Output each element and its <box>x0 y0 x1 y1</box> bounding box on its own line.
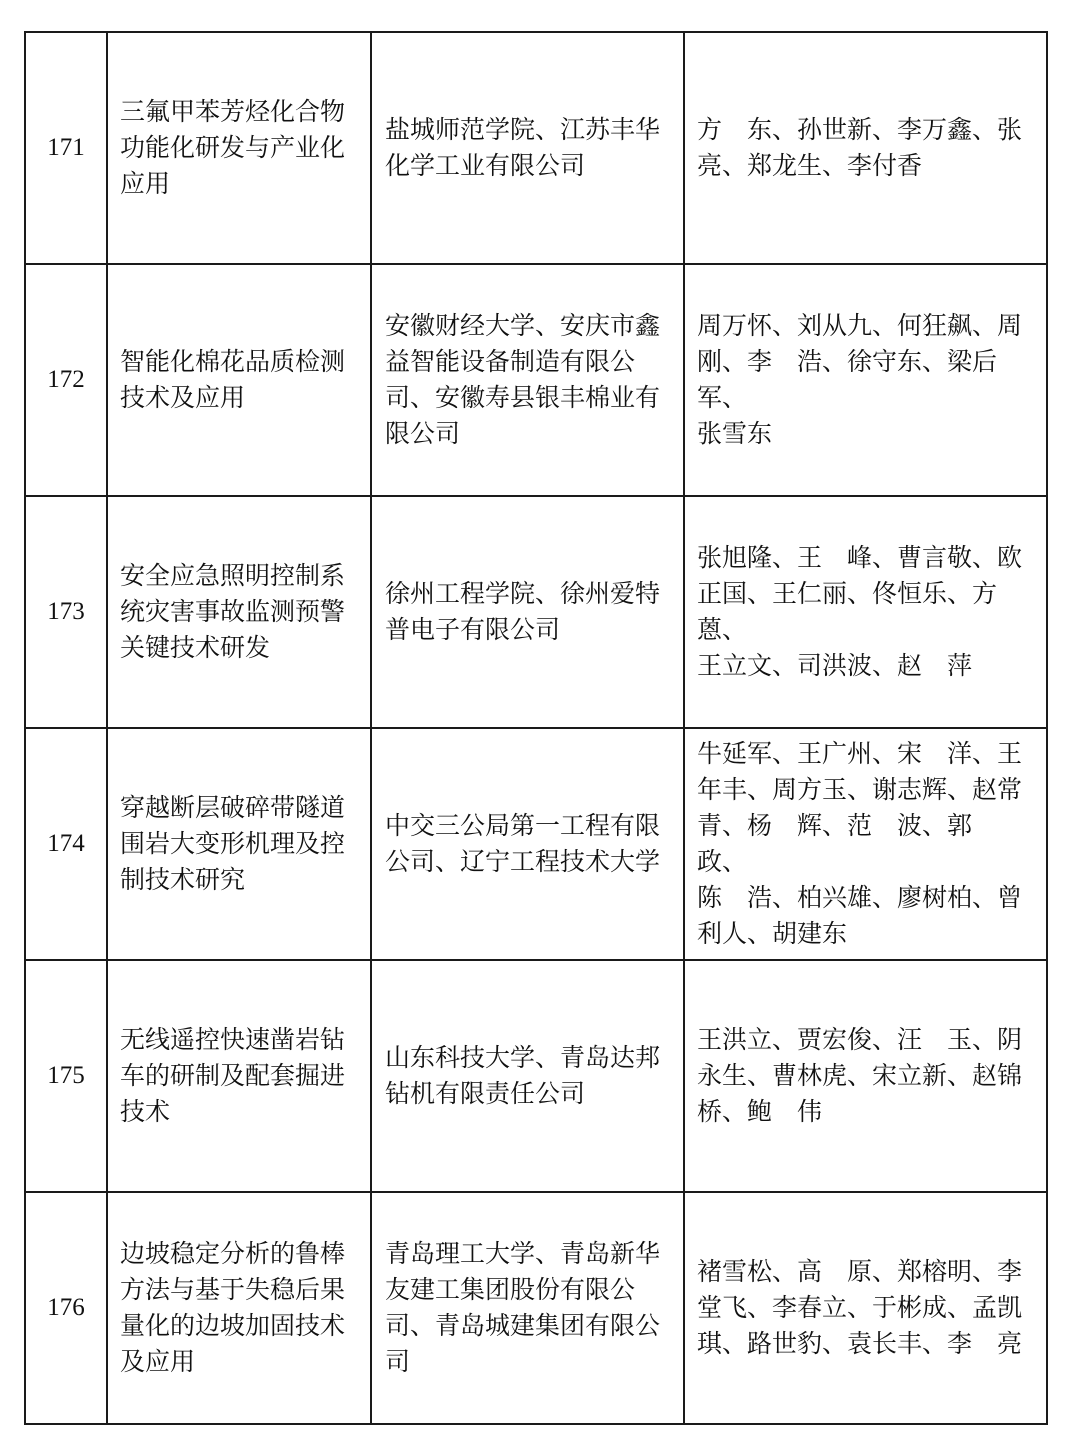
project-name-cell: 穿越断层破碎带隧道 围岩大变形机理及控 制技术研究 <box>107 728 371 960</box>
table-row <box>25 1192 1047 1424</box>
table-row <box>25 32 1047 264</box>
serial-number-cell: 171 <box>25 32 107 264</box>
completing-people-cell: 王洪立、贾宏俊、汪 玉、阴 永生、曹林虎、宋立新、赵锦 桥、鲍 伟 <box>684 960 1047 1192</box>
project-name-cell: 无线遥控快速凿岩钻 车的研制及配套掘进 技术 <box>107 960 371 1192</box>
completing-units-cell: 山东科技大学、青岛达邦 钻机有限责任公司 <box>371 960 684 1192</box>
table-row <box>25 496 1047 728</box>
serial-number-cell: 172 <box>25 264 107 496</box>
completing-units-cell: 青岛理工大学、青岛新华 友建工集团股份有限公 司、青岛城建集团有限公 司 <box>371 1192 684 1424</box>
table-row <box>25 960 1047 1192</box>
completing-people-cell: 周万怀、刘从九、何狂飙、周 刚、李 浩、徐守东、梁后军、 张雪东 <box>684 264 1047 496</box>
completing-people-cell: 褚雪松、高 原、郑榕明、李 堂飞、李春立、于彬成、孟凯 琪、路世豹、袁长丰、李 亮 <box>684 1192 1047 1424</box>
completing-units-cell: 盐城师范学院、江苏丰华 化学工业有限公司 <box>371 32 684 264</box>
completing-units-cell: 安徽财经大学、安庆市鑫 益智能设备制造有限公 司、安徽寿县银丰棉业有 限公司 <box>371 264 684 496</box>
serial-number-cell: 174 <box>25 728 107 960</box>
serial-number-cell: 175 <box>25 960 107 1192</box>
project-name-cell: 边坡稳定分析的鲁棒 方法与基于失稳后果 量化的边坡加固技术 及应用 <box>107 1192 371 1424</box>
table-row <box>25 728 1047 960</box>
completing-units-cell: 中交三公局第一工程有限 公司、辽宁工程技术大学 <box>371 728 684 960</box>
awards-table <box>24 31 1048 1425</box>
completing-people-cell: 牛延军、王广州、宋 洋、王 年丰、周方玉、谢志辉、赵常 青、杨 辉、范 波、郭 政、 陈 浩、柏兴雄、廖树柏、曾 利人、胡建东 <box>684 728 1047 960</box>
table-row <box>25 264 1047 496</box>
project-name-cell: 安全应急照明控制系 统灾害事故监测预警 关键技术研发 <box>107 496 371 728</box>
completing-people-cell: 方 东、孙世新、李万鑫、张 亮、郑龙生、李付香 <box>684 32 1047 264</box>
completing-units-cell: 徐州工程学院、徐州爱特 普电子有限公司 <box>371 496 684 728</box>
serial-number-cell: 176 <box>25 1192 107 1424</box>
project-name-cell: 三氟甲苯芳烃化合物 功能化研发与产业化 应用 <box>107 32 371 264</box>
completing-people-cell: 张旭隆、王 峰、曹言敬、欧 正国、王仁丽、佟恒乐、方 蒽、 王立文、司洪波、赵 萍 <box>684 496 1047 728</box>
project-name-cell: 智能化棉花品质检测 技术及应用 <box>107 264 371 496</box>
serial-number-cell: 173 <box>25 496 107 728</box>
